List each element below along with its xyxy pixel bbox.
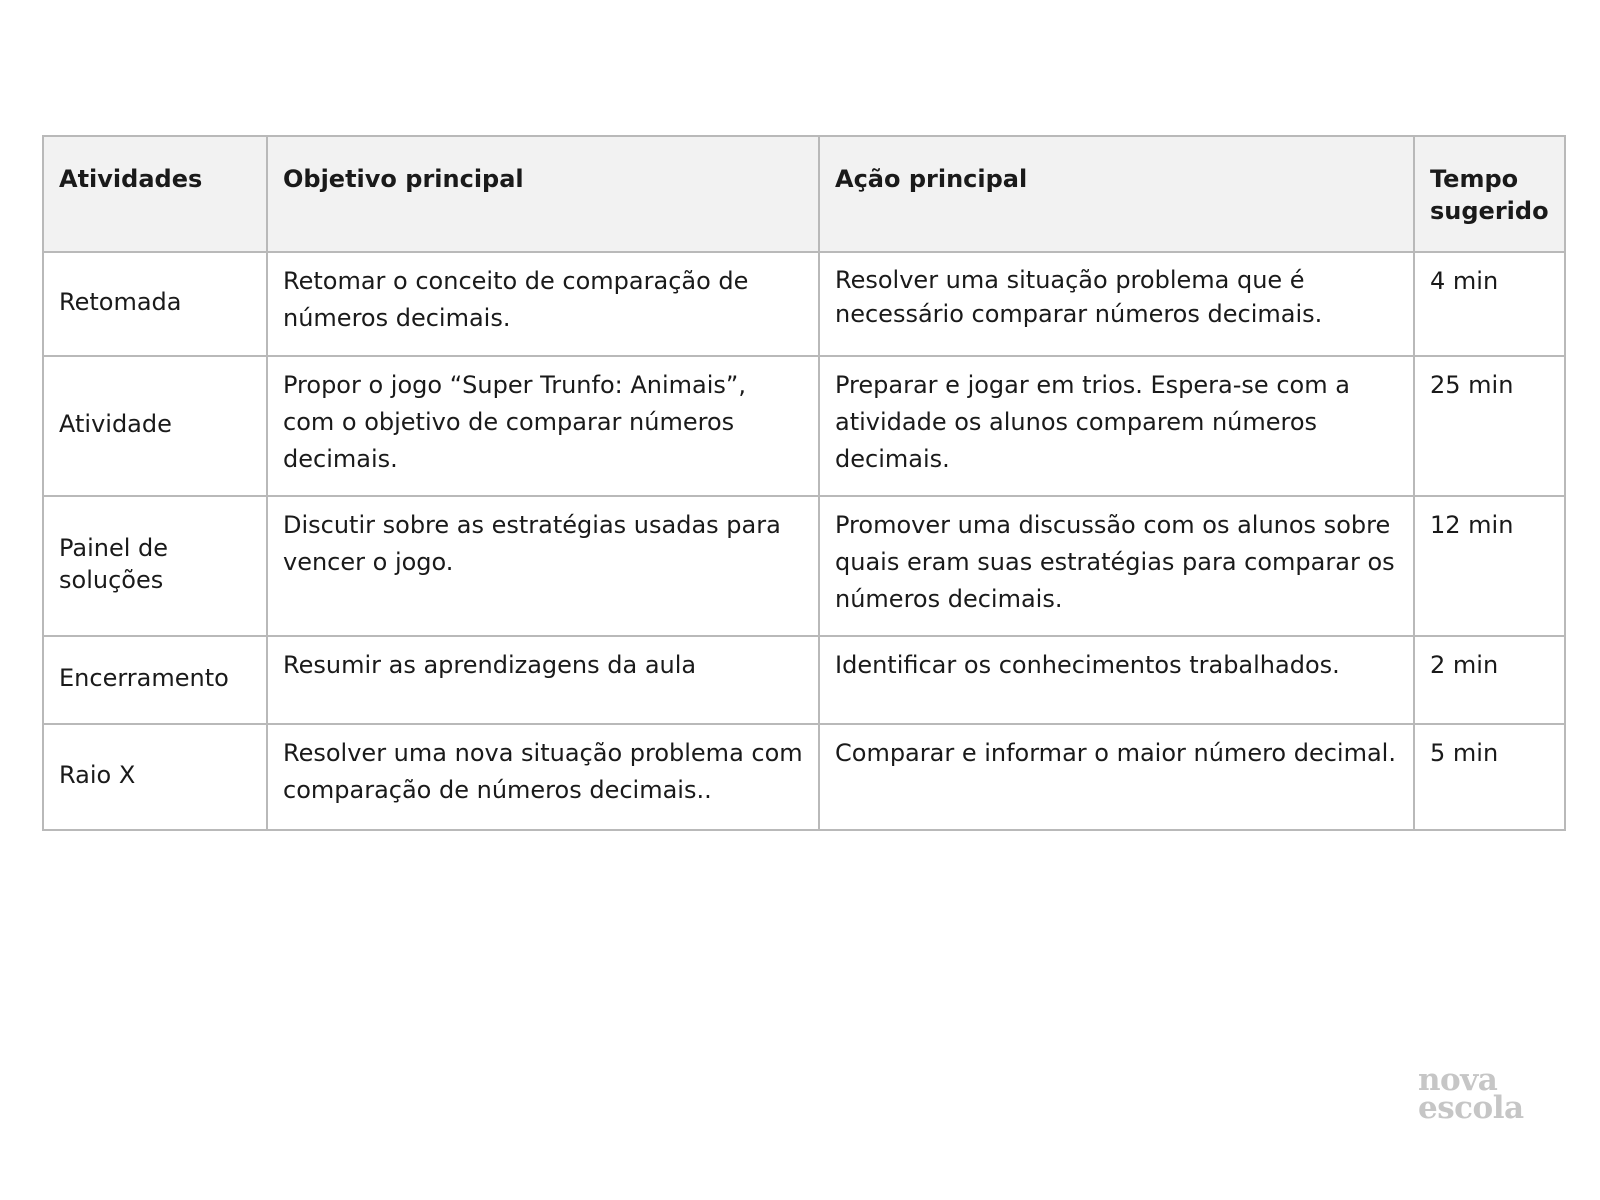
lesson-plan-table — [42, 135, 1566, 831]
action-cell: Identificar os conhecimentos trabalhados. — [819, 636, 1414, 724]
nova-escola-logo — [1418, 1062, 1524, 1126]
header-time: Tempo sugerido — [1414, 136, 1565, 252]
time-cell: 2 min — [1414, 636, 1565, 724]
action-cell: Preparar e jogar em trios. Espera-se com a atividade os alunos comparem números decimais. — [819, 356, 1414, 496]
header-action: Ação principal — [819, 136, 1414, 252]
action-cell: Promover uma discussão com os alunos sobre quais eram suas estratégias para comparar os números decimais. — [819, 496, 1414, 636]
activity-cell: Encerramento — [43, 636, 267, 724]
time-cell: 25 min — [1414, 356, 1565, 496]
table-row — [43, 356, 1565, 496]
logo-line-2: escola — [1418, 1090, 1524, 1126]
objective-cell: Resumir as aprendizagens da aula — [267, 636, 819, 724]
table-row — [43, 252, 1565, 356]
header-objective: Objetivo principal — [267, 136, 819, 252]
objective-cell: Retomar o conceito de comparação de números decimais. — [267, 252, 819, 356]
table-row — [43, 636, 1565, 724]
time-cell: 4 min — [1414, 252, 1565, 356]
table-header-row — [43, 136, 1565, 252]
table-row — [43, 724, 1565, 830]
table-row — [43, 496, 1565, 636]
activity-cell: Retomada — [43, 252, 267, 356]
activity-cell: Raio X — [43, 724, 267, 830]
time-cell: 12 min — [1414, 496, 1565, 636]
logo-line-1: nova — [1418, 1062, 1498, 1098]
objective-cell: Propor o jogo “Super Trunfo: Animais”, com o objetivo de comparar números decimais. — [267, 356, 819, 496]
objective-cell: Resolver uma nova situação problema com comparação de números decimais.. — [267, 724, 819, 830]
activity-cell: Painel de soluções — [43, 496, 267, 636]
action-cell: Comparar e informar o maior número decimal. — [819, 724, 1414, 830]
action-cell: Resolver uma situação problema que é necessário comparar números decimais. — [819, 252, 1414, 356]
objective-cell: Discutir sobre as estratégias usadas para vencer o jogo. — [267, 496, 819, 636]
time-cell: 5 min — [1414, 724, 1565, 830]
activity-cell: Atividade — [43, 356, 267, 496]
header-activities: Atividades — [43, 136, 267, 252]
